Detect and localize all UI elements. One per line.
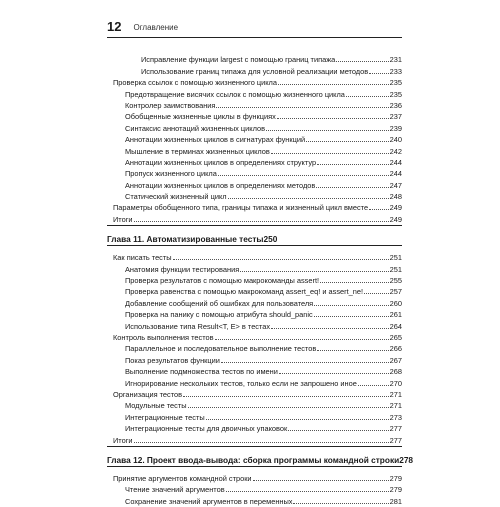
- toc-entry-title: Модульные тесты: [125, 401, 187, 411]
- toc-entry: [107, 259, 402, 274]
- toc-entry-title: Статический жизненный цикл: [125, 192, 227, 202]
- toc-entry-page: 255: [389, 276, 402, 286]
- toc-entry-title: Итоги: [113, 435, 133, 445]
- toc-entry: [107, 96, 402, 110]
- toc-entry-title: Сохранение значений аргументов в переменных: [125, 496, 293, 506]
- toc-entry-title: Принятие аргументов командной строки: [113, 473, 252, 483]
- toc-entry: [107, 73, 402, 88]
- toc-entry: [107, 141, 402, 156]
- toc-entry-page: 277: [389, 435, 402, 445]
- toc-chapter-block: [107, 446, 414, 467]
- toc-entry-title: Чтение значений аргументов: [125, 485, 225, 495]
- toc-entry-page: 235: [389, 89, 402, 99]
- toc-entry-page: 267: [389, 355, 402, 365]
- toc-entry-title: Параметры обобщенного типа, границы типажа и жизненный цикл вместе: [113, 203, 369, 213]
- toc-entry-page: 231: [389, 55, 402, 65]
- toc-entry: [107, 209, 402, 224]
- toc-entry-title: Выполнение подмножества тестов по имени: [125, 367, 278, 377]
- toc-entry-page: 250: [263, 233, 278, 244]
- toc-entry-page: 249: [389, 203, 402, 213]
- toc-entry-page: 244: [389, 169, 402, 179]
- toc-entry-title: Аннотации жизненных циклов в определениях структур: [125, 157, 317, 167]
- toc-entry: [107, 61, 402, 76]
- page-number: 12: [107, 19, 122, 34]
- toc-chapter-block: [107, 225, 402, 246]
- toc-entry: [107, 419, 402, 434]
- running-title: Оглавление: [133, 23, 179, 32]
- toc-entry-title: Обобщенные жизненные циклы в функциях: [125, 112, 276, 122]
- toc-entry-title: Проверка результатов с помощью макрокоманды assert!: [125, 276, 320, 286]
- toc-entry: [107, 130, 402, 145]
- toc-entry: [107, 84, 402, 99]
- toc-entry: [107, 305, 402, 320]
- toc-entry-page: 233: [389, 66, 402, 76]
- toc-entry-title: Организация тестов: [113, 389, 183, 399]
- toc-entry-page: 257: [389, 287, 402, 297]
- toc-entry-title: Аннотации жизненных циклов в определениях методов: [125, 180, 316, 190]
- toc-entry: [107, 50, 402, 65]
- toc-entry-page: 244: [389, 157, 402, 167]
- toc-entry-page: 271: [389, 401, 402, 411]
- toc-entry: [107, 350, 402, 365]
- toc-entry-title: Проверка равенства с помощью макрокоманд assert_eq! и assert_ne!: [125, 287, 364, 297]
- toc-entry-page: 266: [389, 344, 402, 354]
- toc-entry-page: 248: [389, 192, 402, 202]
- toc-entry-title: Использование типа Result<T, E> в тестах: [125, 321, 271, 331]
- toc-entry-page: 247: [389, 180, 402, 190]
- toc-entry: [107, 362, 402, 377]
- toc-entry: [107, 491, 402, 506]
- toc-entry: [107, 385, 402, 399]
- toc-entry-title: Анатомия функции тестирования: [125, 264, 240, 274]
- toc-entry: [107, 373, 402, 388]
- toc-entry-page: 268: [389, 367, 402, 377]
- toc-entry-title: Глава 11. Автоматизированные тесты: [107, 233, 264, 244]
- toc-entry-title: Итоги: [113, 214, 133, 224]
- toc-chapter: [107, 450, 414, 465]
- toc-entry-page: 278: [399, 454, 414, 465]
- leader-dots: [134, 209, 389, 221]
- toc-entry-page: 277: [389, 424, 402, 434]
- toc-entry-page: 270: [389, 378, 402, 388]
- toc-entry-title: Проверка на панику с помощью атрибута should_panic: [125, 310, 313, 320]
- toc-entry: [107, 396, 402, 411]
- toc-entry: [107, 430, 402, 445]
- toc-entry: [107, 407, 402, 422]
- toc-entry-title: Игнорирование нескольких тестов, только если не запрошено иное: [125, 378, 357, 388]
- toc-entry-page: 240: [389, 135, 402, 145]
- toc-entry: [107, 328, 402, 342]
- toc-entry: [107, 271, 402, 286]
- toc-entry: [107, 107, 402, 122]
- toc-entry-page: 237: [389, 112, 402, 122]
- toc-entry-title: Показ результатов функции: [125, 355, 220, 365]
- toc-entry-title: Интеграционные тесты для двоичных упаковок: [125, 424, 288, 434]
- toc-entry-title: Проверка ссылок с помощью жизненного цикла: [113, 78, 277, 88]
- table-of-contents: [107, 50, 414, 506]
- toc-entry-page: 279: [389, 473, 402, 483]
- toc-entry-page: 279: [389, 485, 402, 495]
- toc-entry-title: Синтаксис аннотаций жизненных циклов: [125, 123, 266, 133]
- toc-entry-title: Исправление функции largest с помощью границ типажа: [141, 55, 336, 65]
- toc-chapter: [107, 229, 402, 242]
- toc-entry: [107, 187, 402, 202]
- leader-dots: [134, 430, 389, 442]
- toc-entry-page: 273: [389, 412, 402, 422]
- toc-entry-title: Как писать тесты: [113, 253, 172, 263]
- toc-entry-page: 265: [389, 332, 402, 342]
- toc-entry-page: 260: [389, 298, 402, 308]
- toc-entry-title: Контроль выполнения тестов: [113, 332, 214, 342]
- toc-entry-title: Глава 12. Проект ввода-вывода: сборка программы командной строки: [107, 454, 400, 465]
- leader-dots: [293, 491, 388, 503]
- toc-entry: [107, 282, 402, 297]
- toc-entry-page: 271: [389, 389, 402, 399]
- toc-entry: [107, 339, 402, 354]
- toc-entry-title: Мышление в терминах жизненных циклов: [125, 146, 270, 156]
- toc-entry-page: 239: [389, 123, 402, 133]
- toc-entry: [107, 293, 402, 308]
- toc-entry: [107, 175, 402, 190]
- toc-entry: [107, 248, 402, 263]
- page-header: [107, 15, 402, 38]
- toc-entry-title: Параллельное и последовательное выполнение тестов: [125, 344, 317, 354]
- toc-entry: [107, 153, 402, 167]
- toc-entry-page: 251: [389, 264, 402, 274]
- toc-entry: [107, 118, 402, 133]
- toc-entry: [107, 469, 402, 483]
- toc-entry-title: Использование границ типажа для условной реализации методов: [141, 66, 369, 76]
- toc-entry-title: Предотвращение висячих ссылок с помощью жизненного цикла: [125, 89, 345, 99]
- toc-entry-page: 249: [389, 214, 402, 224]
- toc-entry-page: 251: [389, 253, 402, 263]
- toc-entry-page: 264: [389, 321, 402, 331]
- toc-entry-page: 236: [389, 100, 402, 110]
- toc-entry: [107, 316, 402, 331]
- toc-entry-title: Интеграционные тесты: [125, 412, 205, 422]
- toc-entry: [107, 198, 402, 213]
- toc-entry-title: Добавление сообщений об ошибках для пользователя: [125, 298, 314, 308]
- toc-entry-page: 242: [389, 146, 402, 156]
- toc-entry-page: 235: [389, 78, 402, 88]
- toc-entry-title: Аннотации жизненных циклов в сигнатурах функций: [125, 135, 306, 145]
- toc-entry: [107, 480, 402, 495]
- toc-entry-page: 261: [389, 310, 402, 320]
- toc-entry-title: Контролер заимствования: [125, 100, 216, 110]
- toc-entry-title: Пропуск жизненного цикла: [125, 169, 217, 179]
- toc-entry-page: 281: [389, 496, 402, 506]
- toc-entry: [107, 164, 402, 179]
